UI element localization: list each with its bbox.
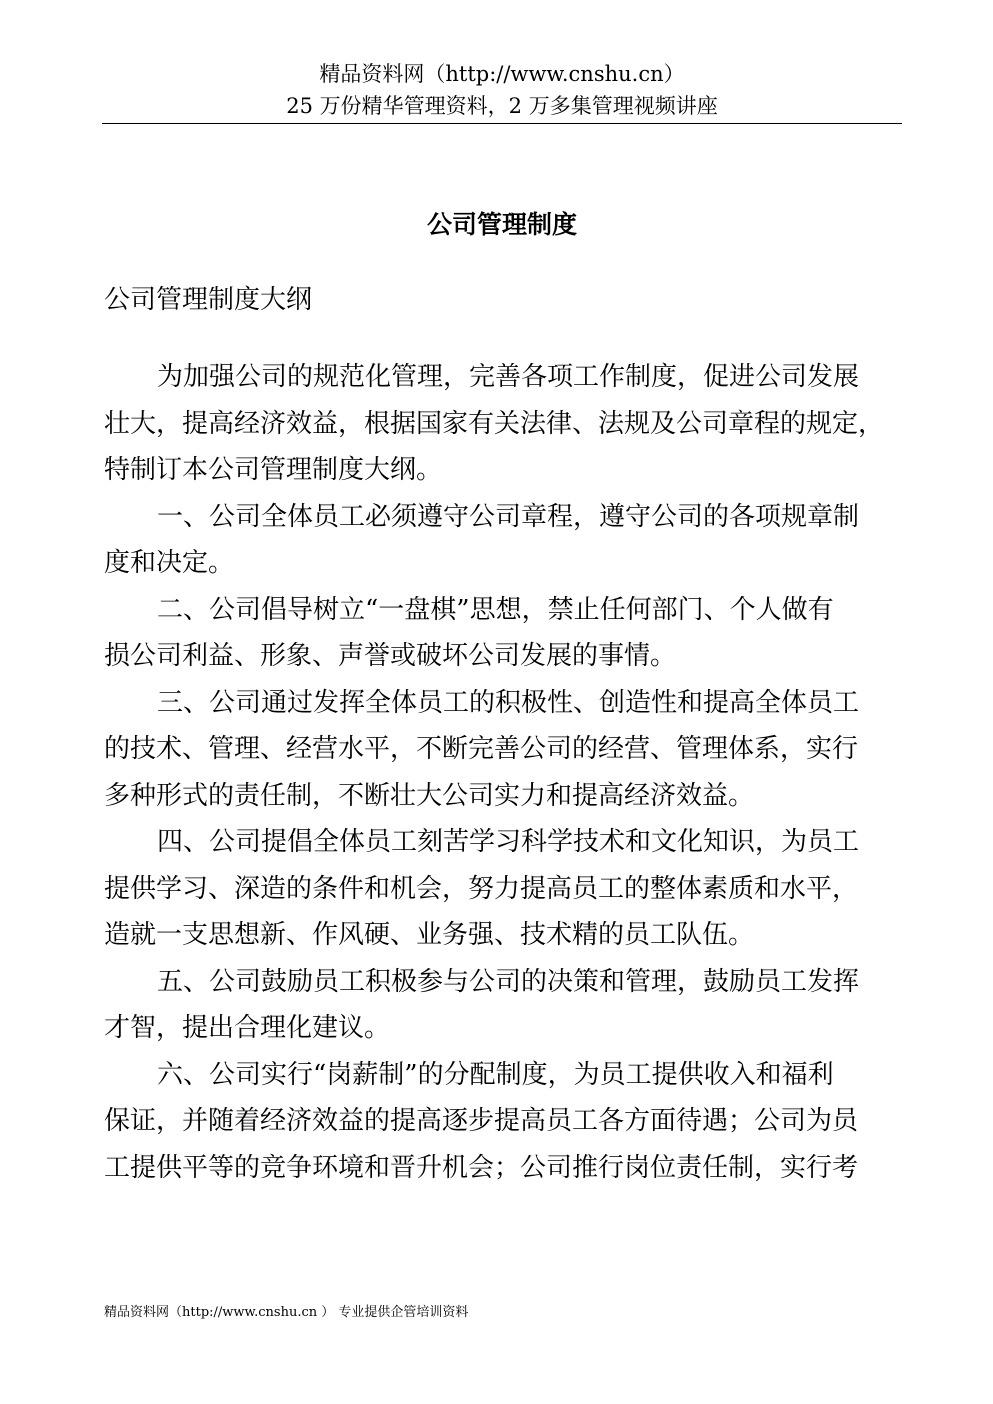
text-line: 六、公司实行“岗薪制”的分配制度，为员工提供收入和福利	[157, 1059, 834, 1090]
text-line: 工提供平等的竞争环境和晋升机会；公司推行岗位责任制，实行考	[104, 1152, 859, 1183]
text-line: 的技术、管理、经营水平，不断完善公司的经营、管理体系，实行	[104, 734, 859, 764]
paragraph-intro	[104, 354, 884, 494]
text-line: 一、公司全体员工必须遵守公司章程，遵守公司的各项规章制	[157, 501, 860, 532]
text-line: 度和决定。	[104, 548, 235, 578]
text-line: 损公司利益、形象、声誉或破坏公司发展的事情。	[104, 641, 677, 671]
text-line: 五、公司鼓励员工积极参与公司的决策和管理，鼓励员工发挥	[157, 966, 860, 997]
text-line: 保证，并随着经济效益的提高逐步提高员工各方面待遇；公司为员	[104, 1106, 859, 1136]
paragraph-item-5	[104, 959, 884, 1052]
text-line: 为加强公司的规范化管理，完善各项工作制度，促进公司发展	[157, 362, 860, 392]
header-site-line: 精品资料网（http://www.cnshu.cn）	[319, 62, 685, 86]
outline-heading: 公司管理制度大纲	[104, 285, 313, 315]
text-line: 三、公司通过发挥全体员工的积极性、创造性和提高全体员工	[157, 687, 860, 718]
text-line: 多种形式的责任制，不断壮大公司实力和提高经济效益。	[104, 780, 755, 811]
paragraph-item-6	[104, 1052, 884, 1192]
paragraph-item-2	[104, 587, 884, 680]
paragraph-item-3	[104, 680, 884, 820]
text-line: 二、公司倡导树立“一盘棋”思想，禁止任何部门、个人做有	[157, 594, 834, 625]
text-line: 特制订本公司管理制度大纲。	[104, 455, 443, 485]
text-line: 提供学习、深造的条件和机会，努力提高员工的整体素质和水平，	[104, 873, 859, 904]
header-divider	[102, 123, 902, 124]
text-line: 造就一支思想新、作风硬、业务强、技术精的员工队伍。	[104, 920, 755, 950]
paragraph-item-4	[104, 819, 884, 959]
text-line: 才智，提出合理化建议。	[104, 1013, 391, 1043]
page-header	[102, 58, 902, 122]
text-line: 壮大，提高经济效益，根据国家有关法律、法规及公司章程的规定，	[104, 408, 884, 439]
document-title: 公司管理制度	[426, 210, 577, 239]
text-line: 四、公司提倡全体员工刻苦学习科学技术和文化知识，为员工	[157, 827, 860, 857]
paragraph-item-1	[104, 494, 884, 587]
body-text	[104, 354, 884, 1191]
page-footer: 精品资料网（http://www.cnshu.cn ） 专业提供企管培训资料	[104, 1305, 469, 1320]
header-tagline: 25 万份精华管理资料，2 万多集管理视频讲座	[286, 94, 718, 118]
